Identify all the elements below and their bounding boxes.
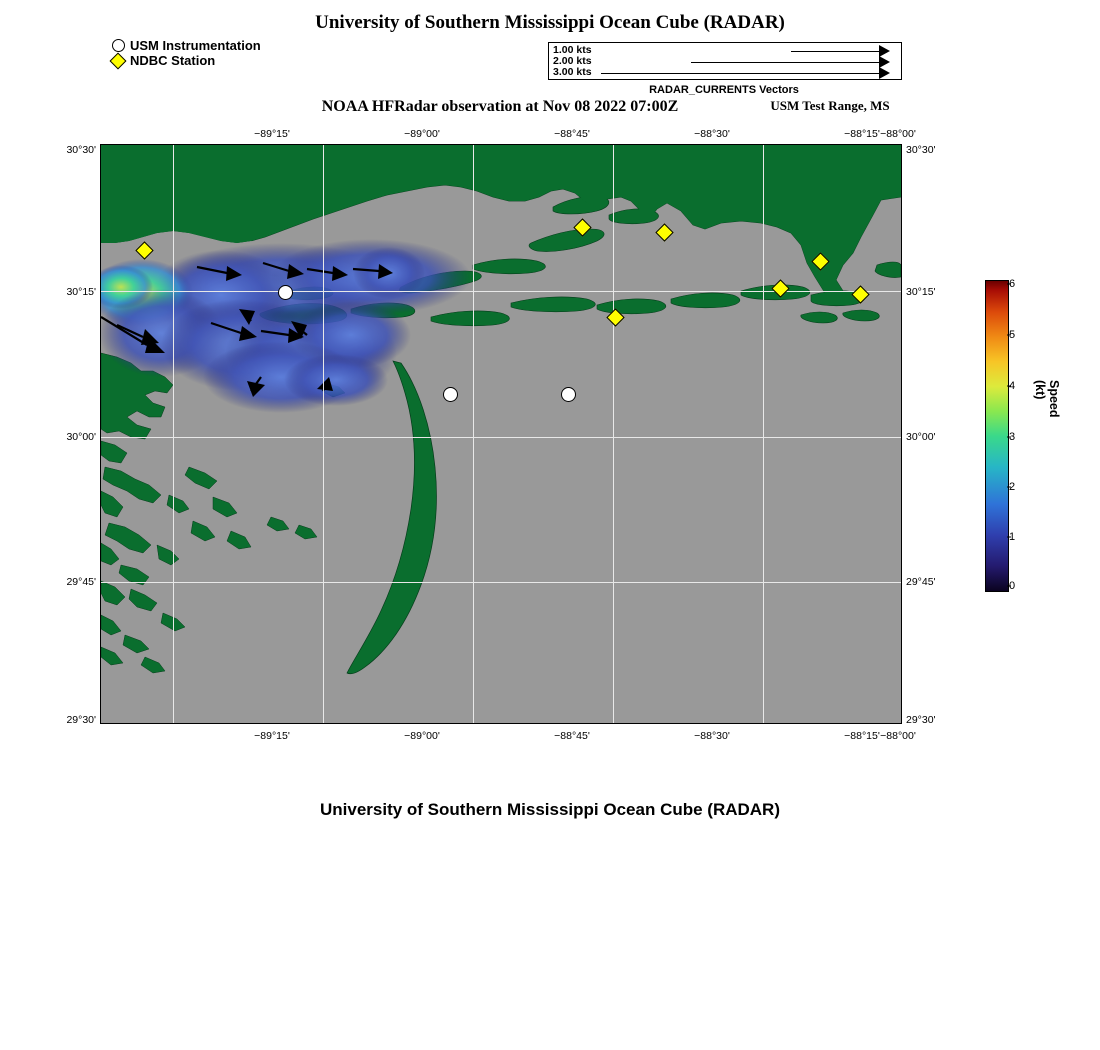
legend-label-ndbc: NDBC Station [130,53,216,68]
colorbar-tick-6: 6 [1009,278,1016,290]
circle-icon [110,38,128,53]
tick-bot-3: −88°30' [694,730,730,742]
page-title: University of Southern Mississippi Ocean Cube (RADAR) [315,12,785,33]
tick-left-2: 30°00' [66,431,96,443]
vector-shaft-3 [601,73,879,74]
vector-key-label-1: 1.00 kts [553,44,592,56]
usm-instrumentation-marker[interactable] [278,285,293,300]
tick-left-3: 29°45' [66,576,96,588]
tick-top-0: −89°15' [254,128,290,140]
tick-right-2: 30°00' [906,431,936,443]
vector-key-label-3: 3.00 kts [553,66,592,78]
observation-title: NOAA HFRadar observation at Nov 08 2022 07:00Z [321,98,679,115]
vector-key-row-3 [549,67,901,79]
colorbar-tick-3: 3 [1009,431,1016,443]
colorbar-gradient [985,280,1009,592]
gridline-v-1 [323,145,324,723]
vector-shaft-1 [791,51,879,52]
tick-top-4: −88°15' [844,128,880,140]
bottom-title: University of Southern Mississippi Ocean Cube (RADAR) [319,800,780,819]
radar-current-map[interactable] [100,144,902,724]
legend-item-usm [110,38,261,53]
tick-right-4: 29°30' [906,714,936,726]
tick-top-5: −88°00' [880,128,916,140]
legend-label-usm: USM Instrumentation [130,38,261,53]
gridline-h-1 [101,437,901,438]
map-legend [110,38,261,68]
colorbar-tick-5: 5 [1009,329,1016,341]
tick-top-2: −88°45' [554,128,590,140]
tick-left-0: 30°30' [66,144,96,156]
tick-bot-0: −89°15' [254,730,290,742]
vector-key-caption: RADAR_CURRENTS Vectors [649,84,799,96]
gridline-v-4 [763,145,764,723]
tick-right-0: 30°30' [906,144,936,156]
tick-bot-4: −88°15' [844,730,880,742]
vector-shaft-2 [691,62,879,63]
colorbar-tick-1: 1 [1009,531,1016,543]
gridline-v-0 [173,145,174,723]
diamond-icon [110,53,128,68]
vector-arrowhead-3 [879,67,890,79]
vector-key-label-2: 2.00 kts [553,55,592,67]
tick-bot-1: −89°00' [404,730,440,742]
tick-bot-5: −88°00' [880,730,916,742]
gridline-v-3 [613,145,614,723]
gridline-v-2 [473,145,474,723]
tick-left-4: 29°30' [66,714,96,726]
tick-top-1: −89°00' [404,128,440,140]
colorbar-title: Speed (kt) [1033,380,1061,418]
gridline-h-2 [101,582,901,583]
colorbar-tick-2: 2 [1009,481,1016,493]
tick-right-3: 29°45' [906,576,936,588]
map-graphics [101,145,901,723]
legend-item-ndbc [110,53,261,68]
range-label: USM Test Range, MS [770,98,890,113]
colorbar-tick-4: 4 [1009,380,1016,392]
tick-top-3: −88°30' [694,128,730,140]
tick-left-1: 30°15' [66,286,96,298]
tick-bot-2: −88°45' [554,730,590,742]
colorbar-tick-0: 0 [1009,580,1016,592]
vector-scale-key [548,42,902,80]
usm-instrumentation-marker[interactable] [443,387,458,402]
tick-right-1: 30°15' [906,286,936,298]
usm-instrumentation-marker[interactable] [561,387,576,402]
